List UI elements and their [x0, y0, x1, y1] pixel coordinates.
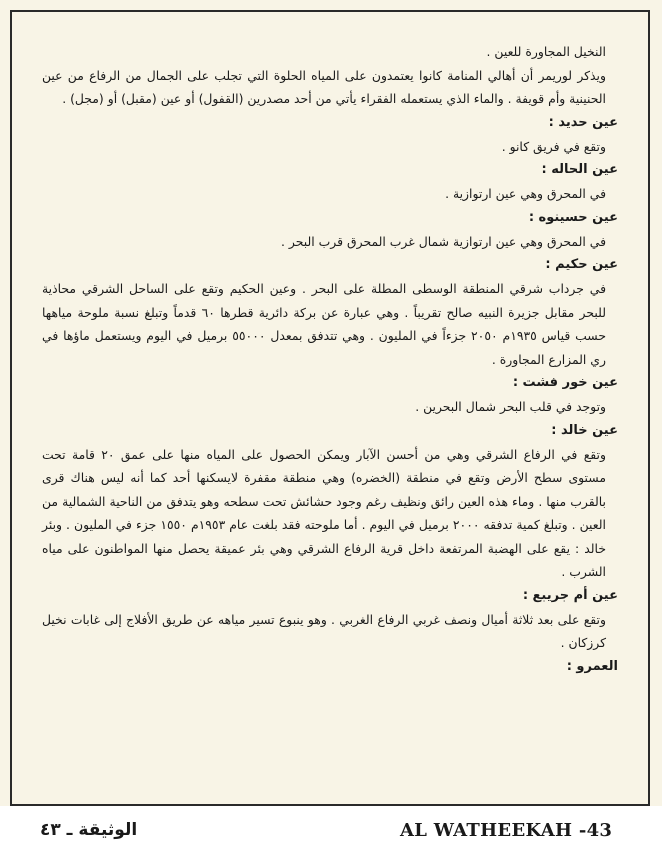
section-ain-khor-fasht: [42, 371, 618, 419]
section-heading: عين حسينوه :: [528, 209, 618, 225]
section-body: وتقع في الرفاع الشرقي وهي من أحسن الآبار ويمكن الحصول على المياه منها على عمق ٢٠ قامة تحت مستوى سطح الأرض وتقع في منطقة (الخضره) وهي منطقة مقفرة لايسكنها أحد كما أنه ليس هناك قرى بالقرب منها . وماء هذه العين رائق ونظيف رغم وجود حشائش تحت سطحه وهو يتدفق من الناحية الشمالية من العين . وتبلغ كمية تدفقه ٢٠٠٠ برميل في اليوم . أما ملوحته فقد بلغت عام ١٩٥٣م ١٥٥٠ جزء في المليون . وبئر خالد : يقع على الهضبة المرتفعة داخل قرية الرفاع الشرقي وهي بئر عميقة يحصل منها المواطنون على مياه الشرب .: [42, 446, 606, 579]
paragraph-lorimer: ويذكر لوريمر أن أهالي المنامة كانوا يعتمدون على المياه الحلوة التي تجلب على الجمال من الرفاع من عين الحنينية وأم قويفة . والماء الذي يستعمله الفقراء يأتي من أحد مصدرين (القفول) أو عين (مقبل) أو (مجل) .: [42, 67, 606, 106]
section-body: في جرداب شرقي المنطقة الوسطى المطلة على البحر . وعين الحكيم وتقع على الساحل الشرقي محاذية للبحر مقابل جزيرة النبيه صالح تقريباً . وهي عبارة عن بركة دائرية قطرها ٦٠ قدماً وتبلغ نسبة ملوحة مياهها حسب قياس ١٩٣٥م ٢٠٥٠ جزءاً في المليون . وهي تتدفق بمعدل ٥٥٠٠٠ برميل في اليوم ويستعمل ماؤها في ري المزارع المجاورة .: [42, 281, 606, 367]
page-frame: [10, 10, 650, 806]
section-body: في المحرق وهي عين ارتوازية .: [445, 186, 606, 201]
section-heading: عين حكيم :: [545, 257, 618, 272]
page-footer: [0, 806, 662, 860]
section-alamru: [42, 655, 618, 679]
section-body: في المحرق وهي عين ارتوازية شمال غرب المحرق قرب البحر .: [281, 233, 606, 249]
paragraph-intro-tail: النخيل المجاورة للعين .: [486, 44, 606, 59]
section-heading: عين أم جريبع :: [522, 587, 618, 603]
section-ain-husaynuh: [42, 206, 618, 254]
section-ain-alhala: [42, 158, 618, 206]
section-heading: عين حديد :: [548, 114, 618, 130]
section-ain-hakim: [42, 253, 618, 371]
section-body: وتوجد في قلب البحر شمال البحرين .: [415, 399, 606, 414]
section-body: وتقع على بعد ثلاثة أميال ونصف غربي الرفاع الغربي . وهو ينبوع تسير مياهه عن طريق الأفلاج إلى غابات نخيل كرزكان .: [42, 611, 606, 650]
section-body: وتقع في فريق كانو .: [501, 138, 606, 154]
section-ain-hadid: [42, 111, 618, 159]
section-ain-umm-juraybi: [42, 584, 618, 655]
section-heading: عين خور فشت :: [512, 375, 618, 390]
section-heading: عين خالد :: [551, 422, 618, 438]
footer-page-label-english: AL WATHEEKAH -43: [400, 820, 613, 841]
section-heading: عين الحاله :: [541, 162, 618, 177]
footer-page-label-arabic: الوثيقة ـ ٤٣: [40, 820, 138, 840]
document-body: [42, 40, 618, 679]
section-ain-khalid: [42, 419, 618, 584]
section-heading: العمرو :: [566, 658, 618, 674]
